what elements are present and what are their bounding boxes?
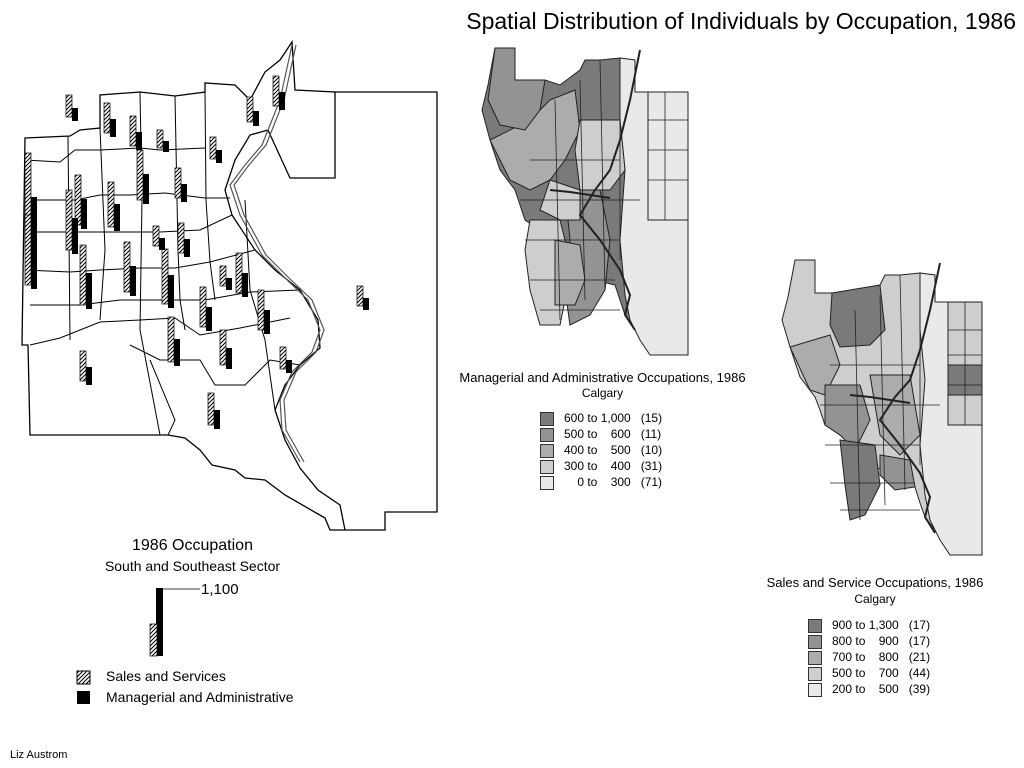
- bar-sales-services: [220, 330, 226, 365]
- sales-legend: [808, 618, 978, 703]
- bar-sales-services: [178, 223, 184, 253]
- bar-sales-services: [247, 97, 253, 122]
- legend-swatch-managerial: [77, 691, 90, 704]
- author-credit: Liz Austrom: [10, 749, 68, 761]
- bar-sales-services: [208, 393, 214, 425]
- scale-bar-sales: [150, 624, 157, 656]
- bar-managerial-administrative: [181, 184, 187, 202]
- sales-choropleth-map: [770, 255, 1000, 565]
- legend-swatch: [540, 444, 554, 458]
- left-map-legend: [76, 668, 336, 713]
- legend-label: 900 to 1,300 (17): [832, 618, 931, 632]
- bar-managerial-administrative: [226, 278, 232, 290]
- legend-label: 400 to 500 (10): [564, 443, 663, 457]
- left-map-title: 1986 Occupation: [132, 537, 253, 554]
- legend-swatch: [808, 651, 822, 665]
- bar-managerial-administrative: [72, 108, 78, 121]
- legend-label: 0 to 300 (71): [564, 475, 663, 489]
- legend-swatch: [808, 667, 822, 681]
- managerial-choropleth-map: [470, 40, 700, 360]
- bar-sales-services: [168, 317, 174, 362]
- bar-managerial-administrative: [136, 132, 142, 150]
- bar-sales-services: [80, 351, 86, 381]
- legend-swatch: [808, 619, 822, 633]
- bar-managerial-administrative: [286, 360, 292, 373]
- bar-managerial-administrative: [363, 298, 369, 310]
- bar-managerial-administrative: [31, 247, 37, 289]
- left-map-subtitle: South and Southeast Sector: [104, 558, 281, 574]
- bar-managerial-administrative: [159, 238, 165, 250]
- legend-swatch-sales: [77, 671, 90, 684]
- legend-swatch: [540, 428, 554, 442]
- bar-managerial-administrative: [214, 410, 220, 429]
- legend-label: 800 to 900 (17): [832, 634, 931, 648]
- legend-swatch: [808, 635, 822, 649]
- legend-label: 700 to 800 (21): [832, 650, 931, 664]
- bar-managerial-administrative: [216, 150, 222, 163]
- sales-map-subtitle: Calgary: [854, 592, 896, 606]
- bar-sales-services: [175, 168, 181, 198]
- managerial-legend: [540, 411, 700, 496]
- legend-swatches: [76, 670, 92, 706]
- bar-sales-services: [66, 95, 72, 117]
- bar-sales-services: [210, 137, 216, 159]
- bar-sales-services: [273, 76, 279, 106]
- bar-sales-services: [80, 245, 86, 305]
- legend-label: 500 to 700 (44): [832, 666, 931, 680]
- bar-sales-services: [75, 175, 81, 225]
- legend-label-sales: Sales and Services: [106, 668, 226, 684]
- bar-sales-services: [124, 242, 130, 292]
- bar-managerial-administrative: [184, 239, 190, 257]
- bar-managerial-administrative: [130, 266, 136, 296]
- bar-sales-services: [157, 130, 163, 148]
- bar-sales-services: [25, 215, 31, 285]
- bar-sales-services: [357, 286, 363, 306]
- legend-swatch: [540, 476, 554, 490]
- bar-sales-services: [66, 190, 72, 250]
- bar-sales-services: [137, 150, 143, 200]
- sector-bar-map: [0, 30, 450, 540]
- page-title: Spatial Distribution of Individuals by Occupation, 1986: [466, 8, 1016, 34]
- bar-managerial-administrative: [86, 273, 92, 309]
- managerial-map-title: Managerial and Administrative Occupations, 1986: [459, 370, 746, 385]
- bar-sales-services: [280, 347, 286, 369]
- bar-managerial-administrative: [242, 273, 248, 297]
- bar-managerial-administrative: [163, 141, 169, 152]
- bar-sales-services: [200, 287, 206, 327]
- bar-managerial-administrative: [81, 199, 87, 229]
- bar-sales-services: [220, 266, 226, 286]
- bar-managerial-administrative: [110, 119, 116, 137]
- sales-map-title: Sales and Service Occupations, 1986: [766, 575, 984, 590]
- bar-managerial-administrative: [264, 310, 270, 334]
- bar-managerial-administrative: [168, 275, 174, 308]
- legend-swatch: [540, 412, 554, 426]
- bar-managerial-administrative: [72, 218, 78, 254]
- bar-managerial-administrative: [253, 111, 259, 126]
- bar-managerial-administrative: [174, 339, 180, 366]
- legend-swatch: [540, 460, 554, 474]
- bar-sales-services: [236, 253, 242, 293]
- scale-label: 1,100: [201, 581, 239, 598]
- bar-managerial-administrative: [206, 307, 212, 331]
- legend-label: 300 to 400 (31): [564, 459, 663, 473]
- bar-sales-services: [162, 249, 168, 304]
- managerial-map-subtitle: Calgary: [581, 386, 624, 400]
- bar-managerial-administrative: [86, 367, 92, 385]
- bar-sales-services: [108, 182, 114, 227]
- bar-managerial-administrative: [279, 92, 285, 110]
- bar-managerial-administrative: [226, 348, 232, 369]
- bar-sales-services: [153, 226, 159, 246]
- bar-sales-services: [104, 103, 110, 133]
- bar-sales-services: [258, 290, 264, 330]
- legend-swatch: [808, 683, 822, 697]
- legend-label: 600 to 1,000 (15): [564, 411, 663, 425]
- bar-managerial-administrative: [114, 204, 120, 231]
- legend-label: 500 to 600 (11): [564, 427, 662, 441]
- bar-managerial-administrative: [143, 174, 149, 204]
- legend-label-managerial: Managerial and Administrative: [106, 689, 294, 705]
- bar-sales-services: [130, 116, 136, 146]
- legend-label: 200 to 500 (39): [832, 682, 931, 696]
